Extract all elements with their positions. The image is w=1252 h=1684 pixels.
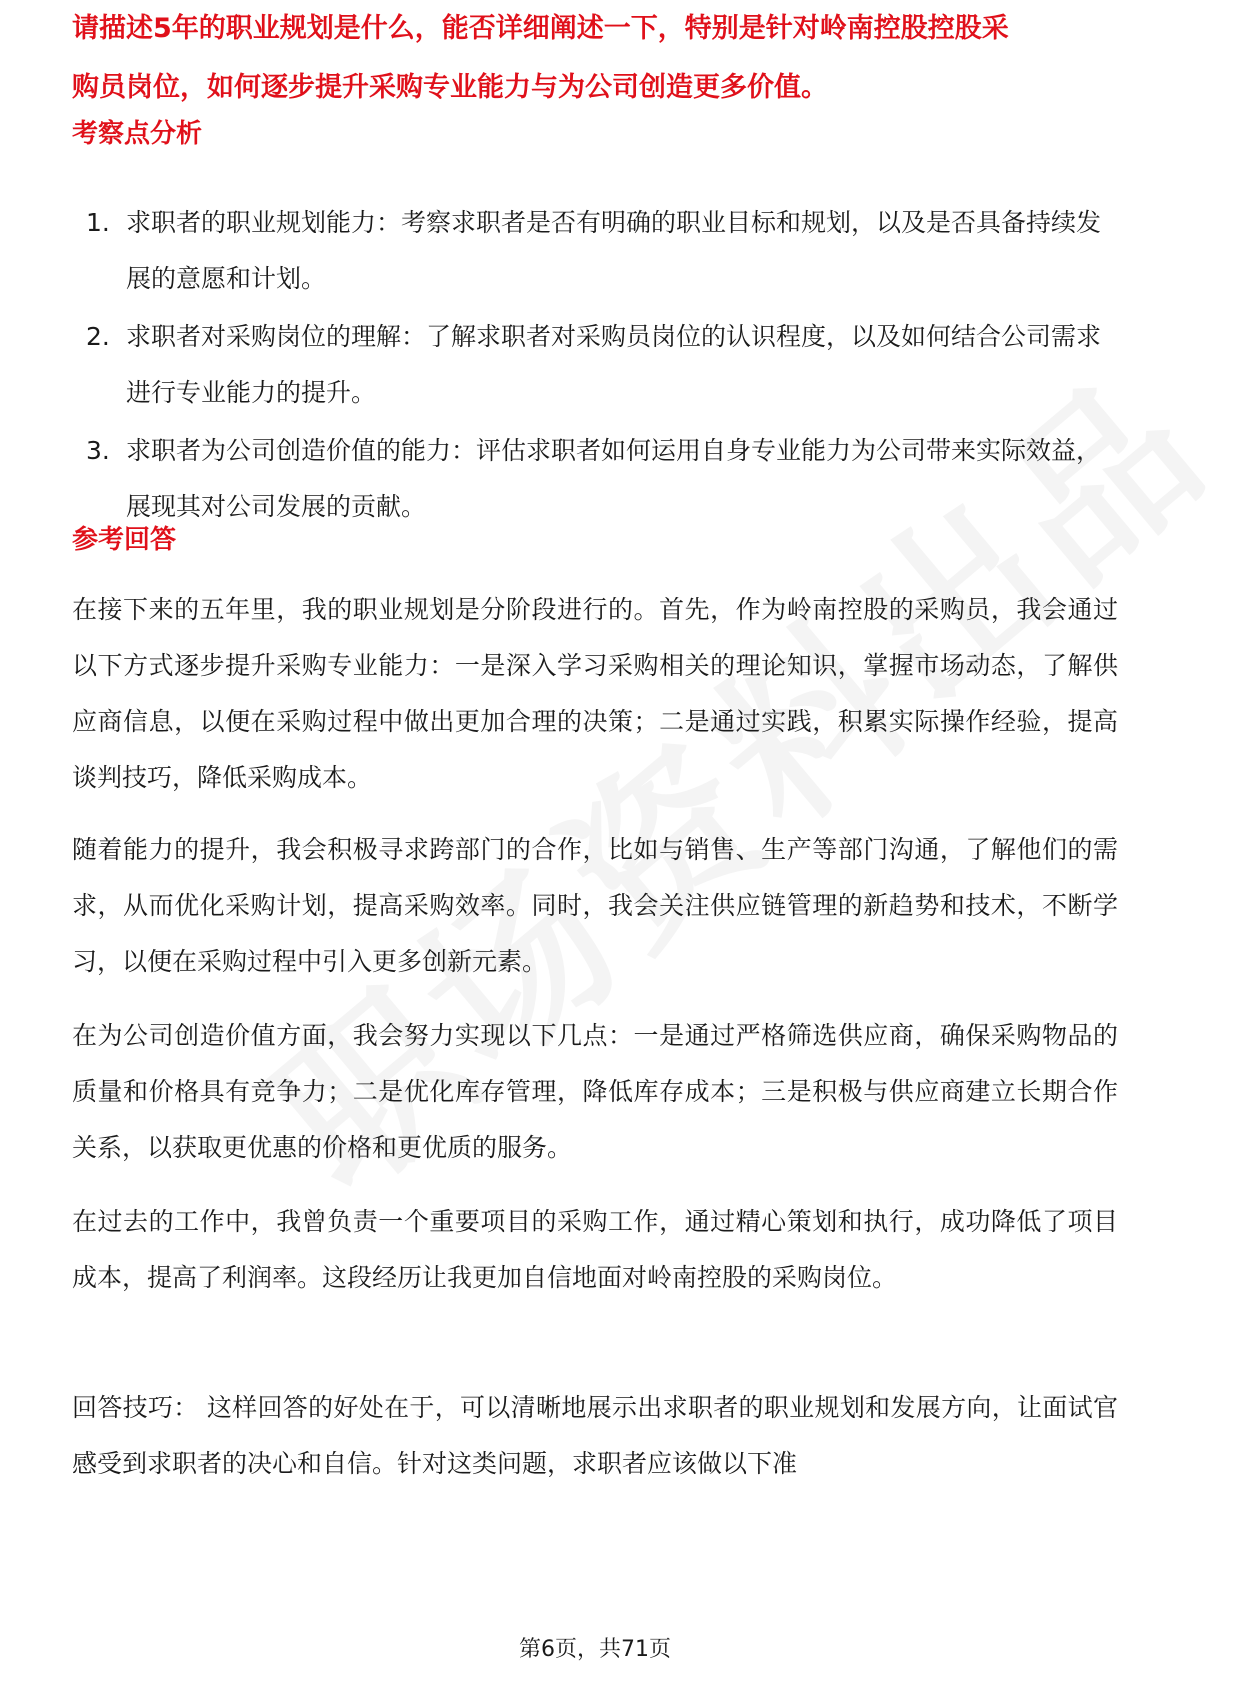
analysis-item-number: 2. bbox=[86, 322, 110, 351]
question-cut-line bbox=[72, 13, 1118, 60]
question-tail: 购员岗位，如何逐步提升采购专业能力与为公司创造更多价值。 bbox=[72, 72, 828, 103]
question-cut-text: 请描述5年的职业规划是什么，能否详细阐述一下，特别是针对岭南控股控股采 bbox=[72, 13, 1009, 44]
answer-paragraph: 在接下来的五年里，我的职业规划是分阶段进行的。首先，作为岭南控股的采购员，我会通过以下方式逐步提升采购专业能力：一是深入学习采购相关的理论知识，掌握市场动态，了解供应商信息，以便在采购过程中做出更加合理的决策；二是通过实践，积累实际操作经验，提高谈判技巧，降低采购成本。 bbox=[72, 595, 1118, 792]
analysis-heading: 考察点分析 bbox=[72, 119, 203, 149]
tips-paragraph: 回答技巧： 这样回答的好处在于，可以清晰地展示出求职者的职业规划和发展方向，让面试官感受到求职者的决心和自信。针对这类问题，求职者应该做以下准 bbox=[72, 1393, 1118, 1478]
analysis-item-number: 3. bbox=[86, 436, 110, 465]
answer-heading: 参考回答 bbox=[72, 525, 177, 555]
analysis-item-text: 求职者的职业规划能力：考察求职者是否有明确的职业目标和规划，以及是否具备持续发展的意愿和计划。 bbox=[126, 208, 1102, 293]
analysis-item bbox=[72, 195, 1118, 307]
answer-paragraph: 在为公司创造价值方面，我会努力实现以下几点：一是通过严格筛选供应商，确保采购物品的质量和价格具有竞争力；二是优化库存管理，降低库存成本；三是积极与供应商建立长期合作关系，以获取更优惠的价格和更优质的服务。 bbox=[72, 1021, 1118, 1162]
answer-paragraph: 在过去的工作中，我曾负责一个重要项目的采购工作，通过精心策划和执行，成功降低了项目成本，提高了利润率。这段经历让我更加自信地面对岭南控股的采购岗位。 bbox=[72, 1207, 1118, 1292]
analysis-item bbox=[72, 309, 1118, 421]
analysis-item-number: 1. bbox=[86, 208, 110, 237]
analysis-list bbox=[72, 195, 1118, 537]
analysis-item-text: 求职者为公司创造价值的能力：评估求职者如何运用自身专业能力为公司带来实际效益，展现其对公司发展的贡献。 bbox=[126, 436, 1102, 521]
answer-paragraph: 随着能力的提升，我会积极寻求跨部门的合作，比如与销售、生产等部门沟通，了解他们的需求，从而优化采购计划，提高采购效率。同时，我会关注供应链管理的新趋势和技术，不断学习，以便在采购过程中引入更多创新元素。 bbox=[72, 835, 1118, 976]
analysis-item-text: 求职者对采购岗位的理解：了解求职者对采购员岗位的认识程度，以及如何结合公司需求进行专业能力的提升。 bbox=[126, 322, 1102, 407]
page-number: 第6页，共71页 bbox=[519, 1637, 671, 1662]
analysis-item bbox=[72, 423, 1118, 535]
